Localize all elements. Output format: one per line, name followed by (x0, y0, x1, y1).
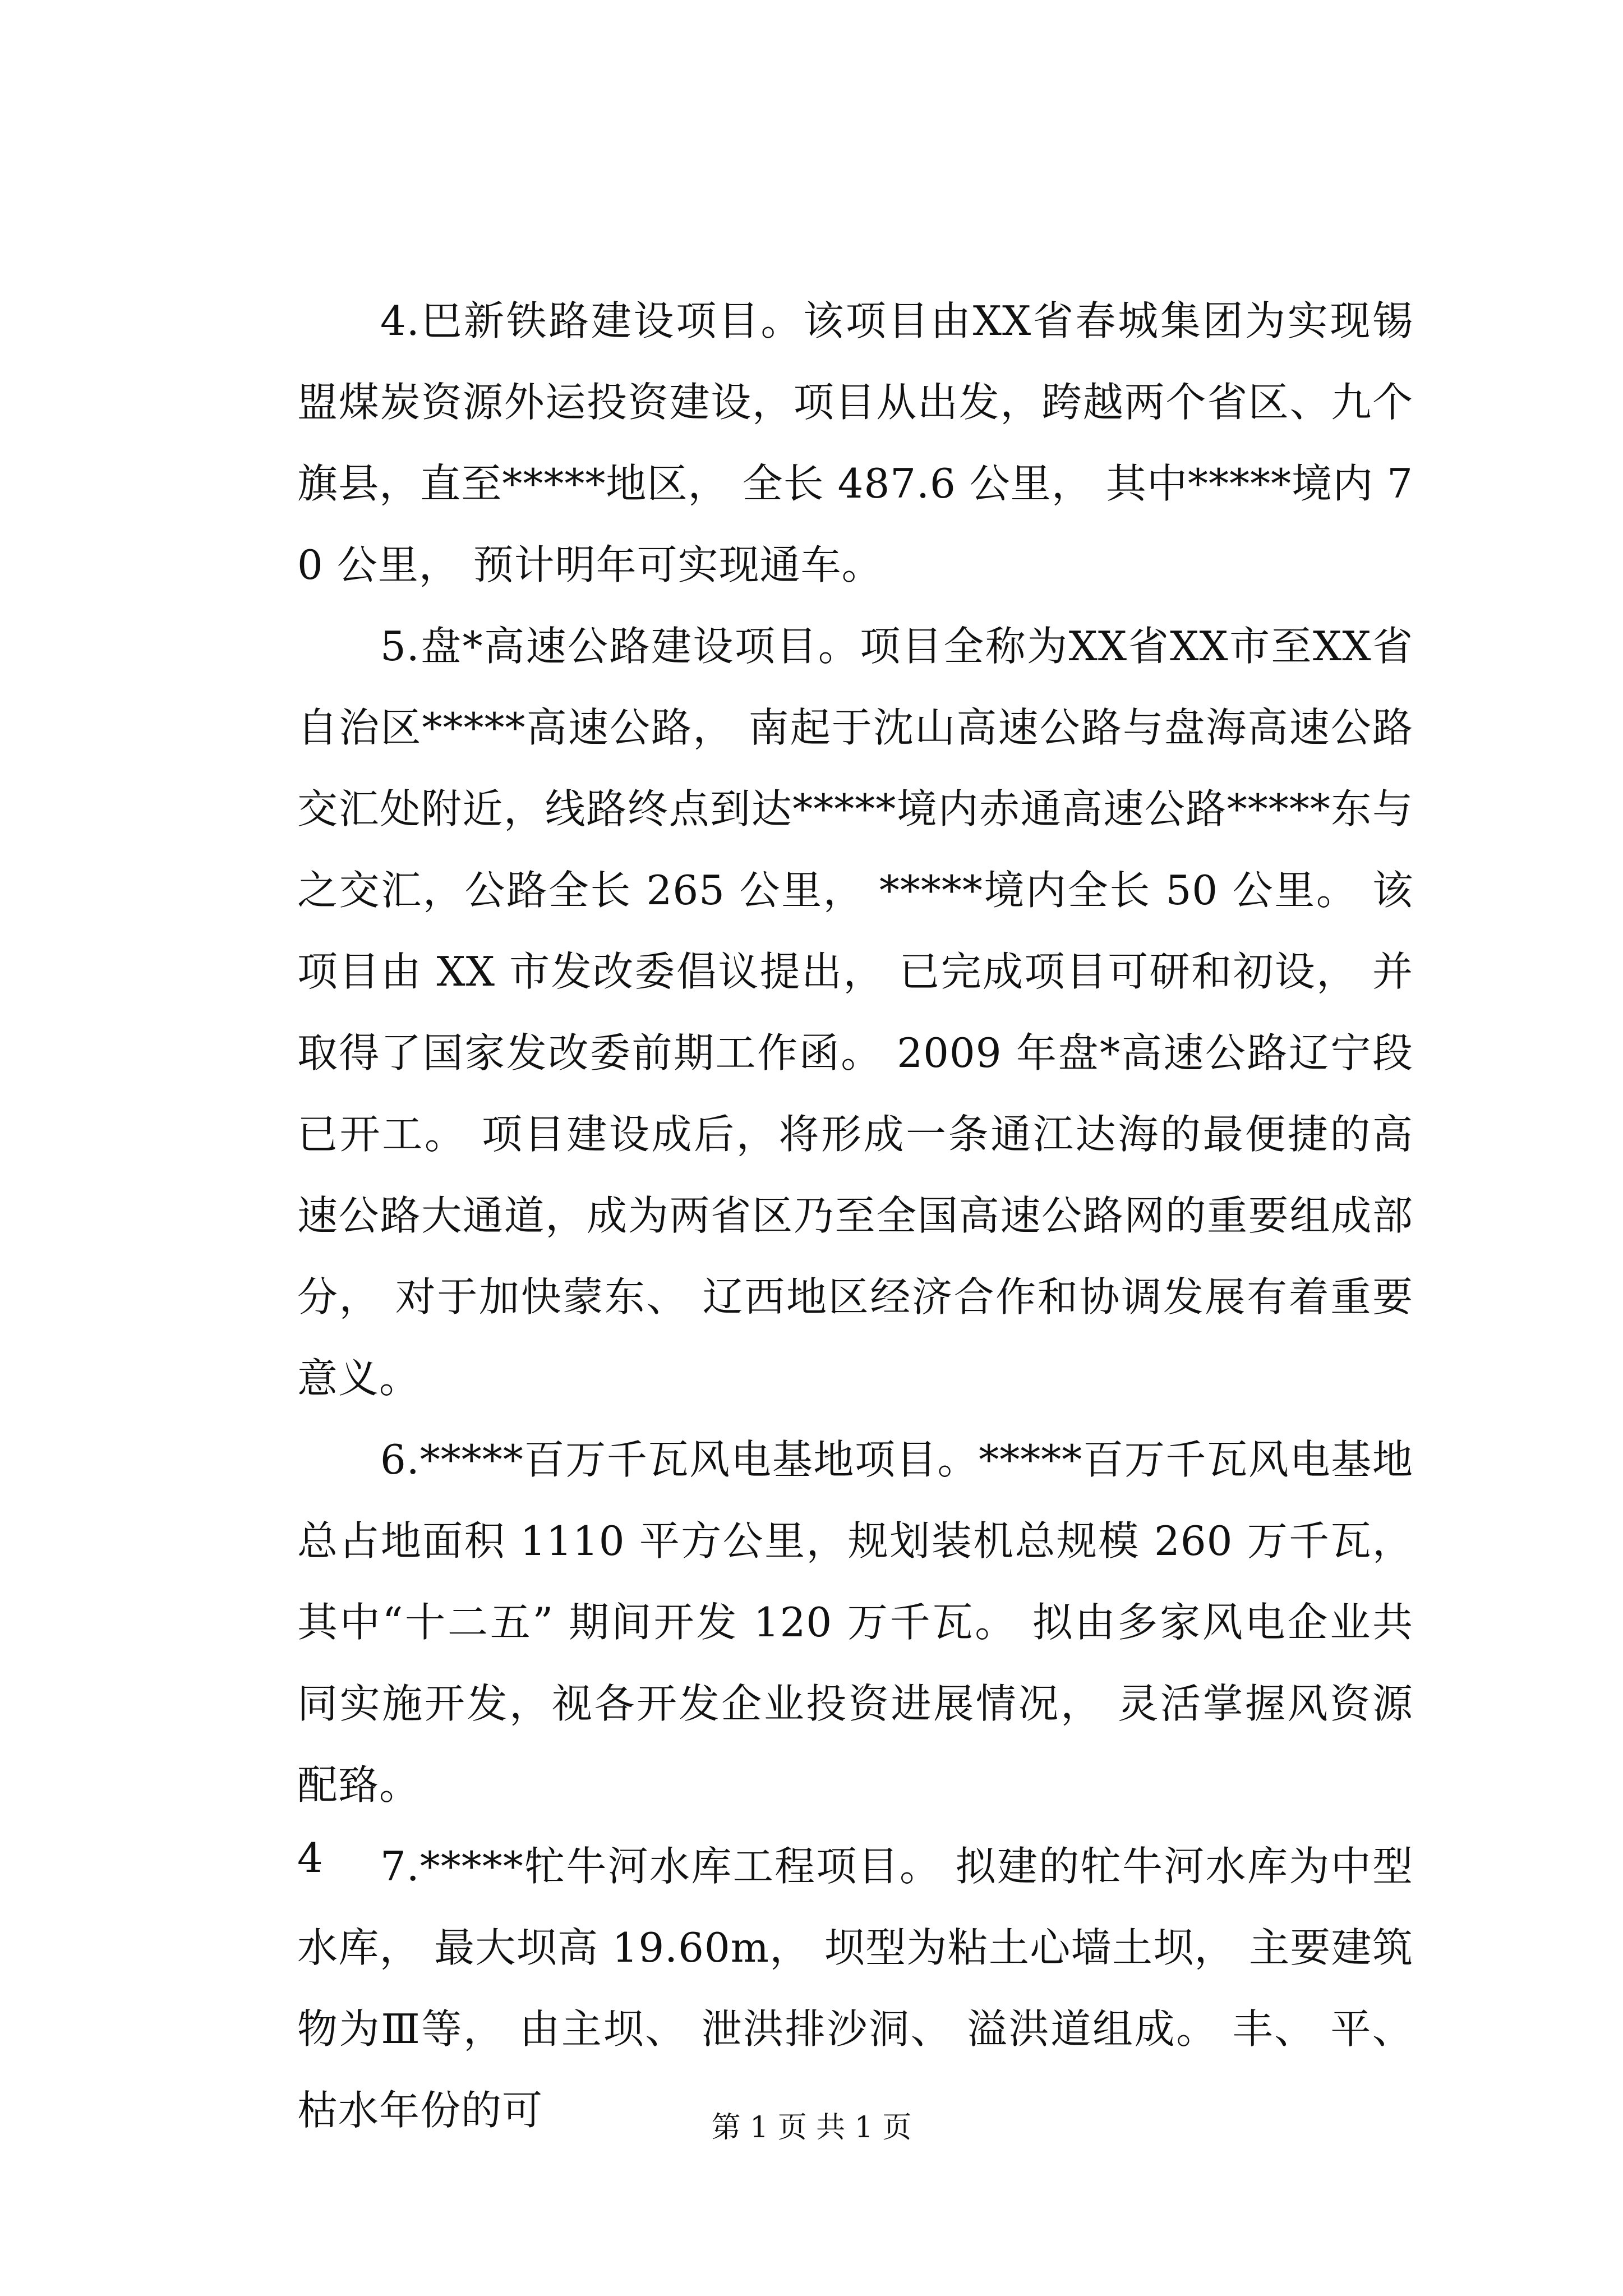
document-body (297, 280, 1413, 2151)
page-number-digit: 4 (297, 1834, 323, 1881)
paragraph-railway-project: 4.巴新铁路建设项目。该项目由XX省春城集团为实现锡盟煤炭资源外运投资建设，项目从出发，跨越两个省区、九个旗县，直至*****地区， 全长 487.6 公里， 其中*****境内 70 公里， 预计明年可实现通车。 (297, 297, 1413, 588)
paragraph-wind-power-project: 6.*****百万千瓦风电基地项目。*****百万千瓦风电基地总占地面积 1110 平方公里，规划装机总规模 260 万千瓦，其中“十二五” 期间开发 120 万千瓦。 拟由多家风电企业共同实施开发，视各开发企业投资进展情况， 灵活掌握风资源配臵。 (297, 1436, 1413, 1809)
paragraph-reservoir-project: 7.*****牤牛河水库工程项目。 拟建的牤牛河水库为中型水库， 最大坝高 19.60m， 坝型为粘土心墙土坝， 主要建筑物为Ⅲ等， 由主坝、 泄洪排沙洞、 溢洪道组成。 丰、 平、 枯水年份的可 (297, 1843, 1413, 2134)
paragraph-expressway-project: 5.盘*高速公路建设项目。项目全称为XX省XX市至XX省自治区*****高速公路， 南起于沈山高速公路与盘海高速公路交汇处附近，线路终点到达*****境内赤通高速公路*****东与之交汇，公路全长 265 公里， *****境内全长 50 公里。 该项目由 XX 市发改委倡议提出， 已完成项目可研和初设， 并取得了国家发改委前期工作函。 2009 年盘*高速公路辽宁段已开工。 项目建设成后，将形成一条通江达海的最便捷的高速公路大通道，成为两省区乃至全国高速公路网的重要组成部分， 对于加快蒙东、 辽西地区经济合作和协调发展有着重要意义。 (297, 623, 1413, 1402)
page-footer: 第 1 页 共 1 页 (711, 2111, 912, 2145)
